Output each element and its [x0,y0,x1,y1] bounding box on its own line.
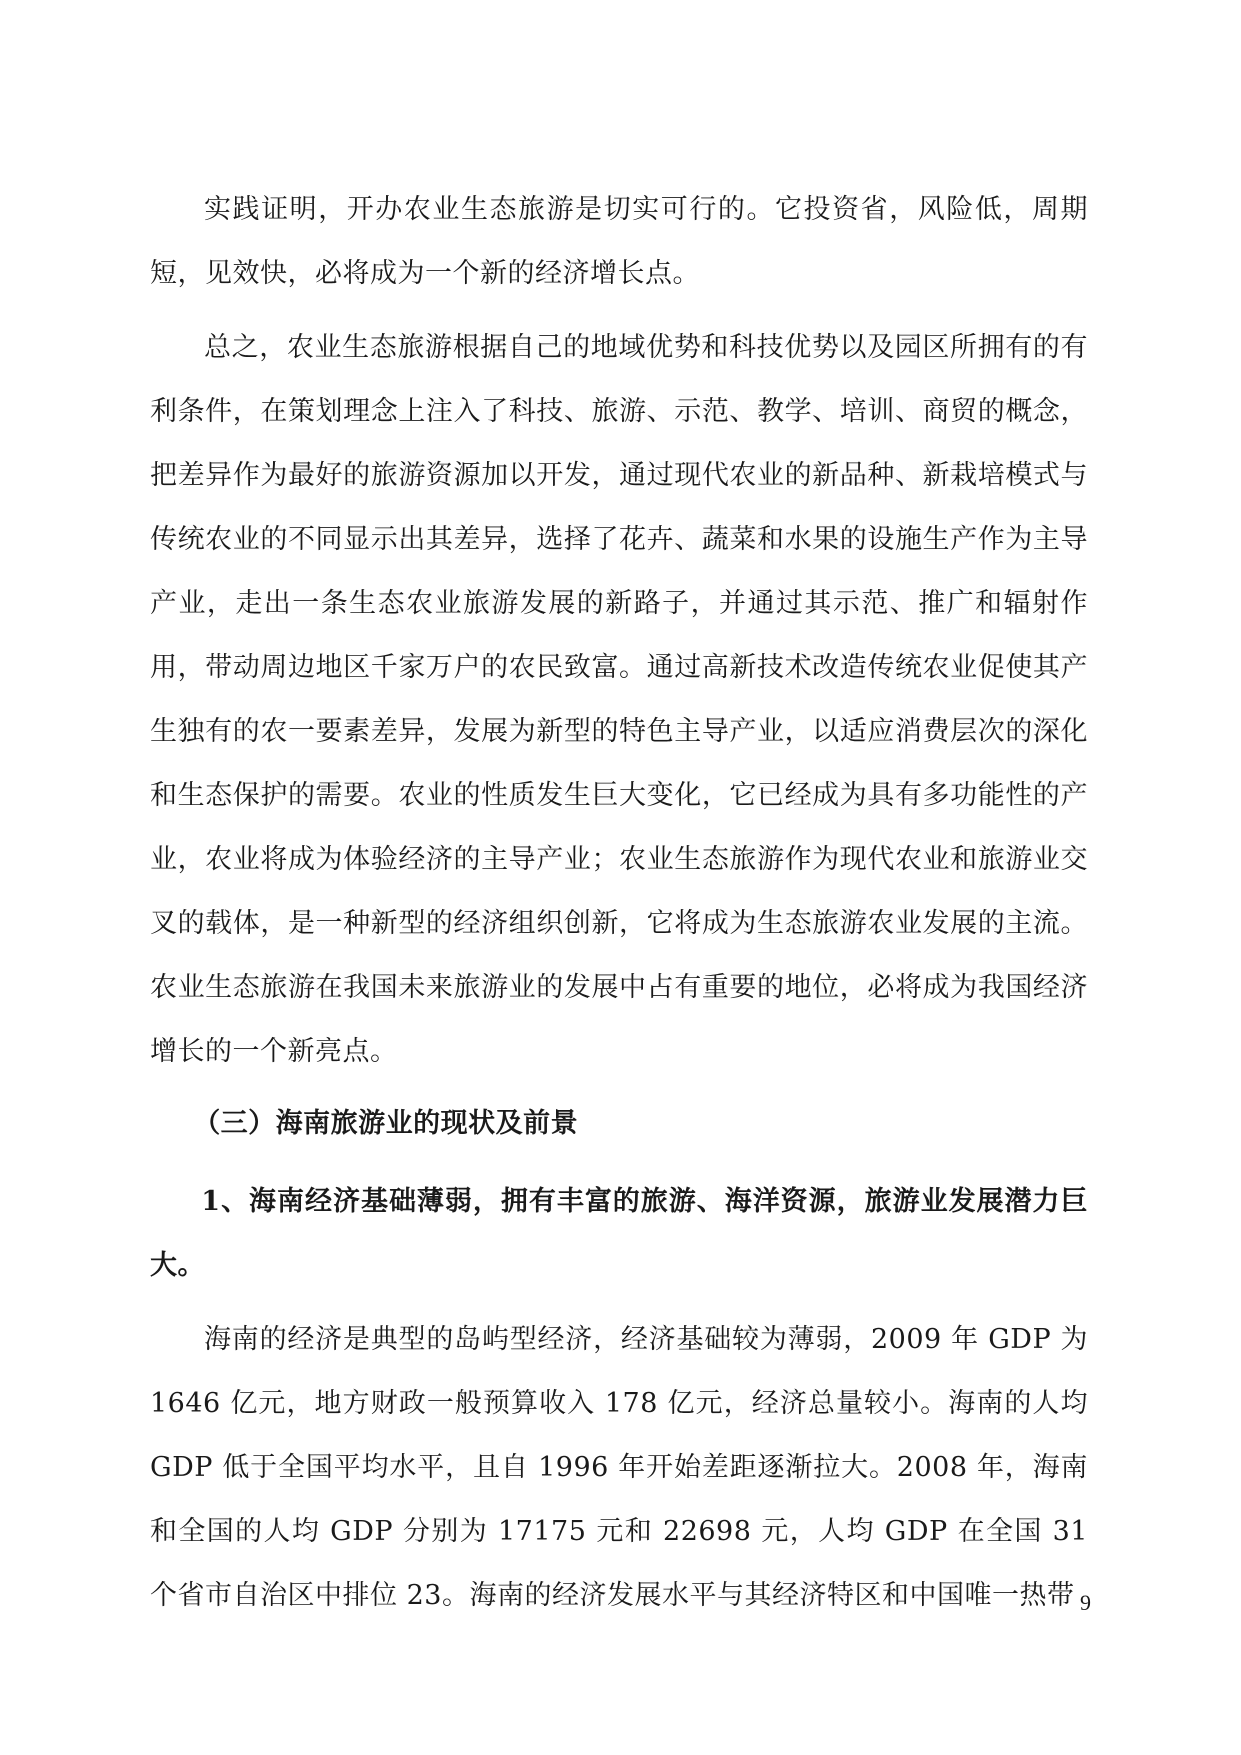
paragraph-hainan-economy: 海南的经济是典型的岛屿型经济，经济基础较为薄弱，2009 年 GDP 为 1646 亿元，地方财政一般预算收入 178 亿元，经济总量较小。海南的人均 GDP 低于全国平均水平，且自 1996 年开始差距逐渐拉大。2008 年，海南和全国的人均 GDP 分别为 17175 元和 22698 元，人均 GDP 在全国 31 个省市自治区中排位 23。海南的经济发展水平与其经济特区和中国唯一热带 [150,1324,1088,1611]
document-page [150,178,1088,1628]
paragraph-summary: 总之，农业生态旅游根据自己的地域优势和科技优势以及园区所拥有的有利条件，在策划理念上注入了科技、旅游、示范、教学、培训、商贸的概念，把差异作为最好的旅游资源加以开发，通过现代农业的新品种、新栽培模式与传统农业的不同显示出其差异，选择了花卉、蔬菜和水果的设施生产作为主导产业，走出一条生态农业旅游发展的新路子，并通过其示范、推广和辐射作用，带动周边地区千家万户的农民致富。通过高新技术改造传统农业促使其产生独有的农一要素差异，发展为新型的特色主导产业，以适应消费层次的深化和生态保护的需要。农业的性质发生巨大变化，它已经成为具有多功能性的产业，农业将成为体验经济的主导产业；农业生态旅游作为现代农业和旅游业交叉的载体，是一种新型的经济组织创新，它将成为生态旅游农业发展的主流。农业生态旅游在我国未来旅游业的发展中占有重要的地位，必将成为我国经济增长的一个新亮点。 [150,332,1088,1067]
point-heading: 1、海南经济基础薄弱，拥有丰富的旅游、海洋资源，旅游业发展潜力巨大。 [150,1186,1088,1281]
page-number: 9 [1080,1590,1091,1615]
section-heading: （三）海南旅游业的现状及前景 [193,1108,579,1139]
paragraph-feasibility: 实践证明，开办农业生态旅游是切实可行的。它投资省，风险低，周期短，见效快，必将成为一个新的经济增长点。 [150,194,1088,289]
